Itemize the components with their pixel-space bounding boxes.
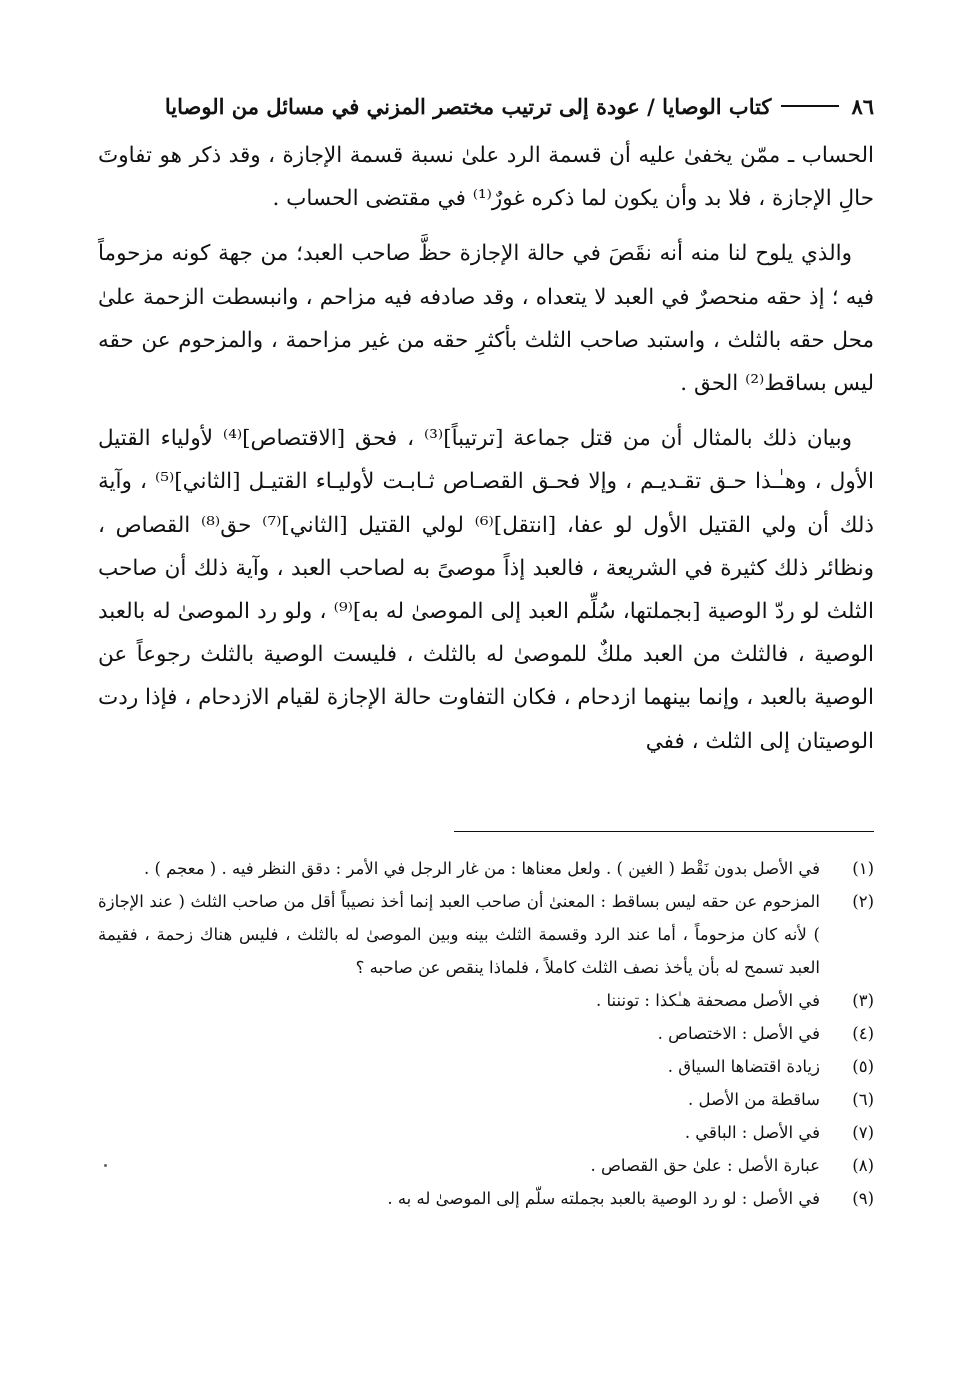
footnote-number: (٥): [852, 1057, 874, 1076]
paragraph-3: [98, 417, 874, 763]
footnote: [98, 852, 874, 885]
footnote: [98, 1083, 874, 1116]
page-header: [98, 88, 874, 124]
footnote-number: (٣): [852, 991, 874, 1010]
footnote-number: (١): [852, 859, 874, 878]
footnote-text: ساقطة من الأصل .: [688, 1090, 820, 1109]
paragraph-text: الحساب ـ ممّن يخفىٰ عليه أن قسمة الرد علىٰ نسبة قسمة الإجازة ، وقد ذكر هو تفاوتَ حالِ الإجازة ، فلا بد وأن يكون لما ذكره غورٌ⁽¹⁾ في مقتضى الحساب .: [98, 143, 874, 212]
paragraph-2: [98, 232, 874, 405]
footnote-text: في الأصل مصحفة هـٰكذا : تونننا .: [596, 991, 820, 1010]
footnote-number: (٦): [852, 1090, 874, 1109]
footnotes: [98, 852, 874, 1215]
footnote-number: (٧): [852, 1123, 874, 1142]
footnote: [98, 1182, 874, 1215]
footnote-text: في الأصل : لو رد الوصية بالعبد بجملته سلّم إلى الموصىٰ له به .: [387, 1189, 820, 1208]
footnote-text: في الأصل بدون نَقْط ( الغين ) . ولعل معناها : من غار الرجل في الأمر : دقق النظر فيه . ( معجم ) .: [143, 859, 820, 878]
footnote: [98, 885, 874, 984]
paragraph-text: وبيان ذلك بالمثال أن من قتل جماعة [ترتيباً]⁽³⁾ ، فحق [الاقتصاص]⁽⁴⁾ لأولياء القتيل الأول ، وهـٰـذا حـق تقـديـم ، وإلا فحـق القصـاص ثـابـت لأوليـاء القتيـل [الثاني]⁽⁵⁾ ، وآية ذلك أن ولي القتيل الأول لو عفا، [انتقل]⁽⁶⁾ لولي القتيل [الثاني]⁽⁷⁾ حق⁽⁸⁾ القصاص ، ونظائر ذلك كثيرة في الشريعة ، فالعبد إذاً موصىً به لصاحب العبد ، وآية ذلك أن صاحب الثلث لو ردّ الوصية [بجملتها، سُلِّم العبد إلى الموصىٰ له به]⁽⁹⁾ ، ولو رد الموصىٰ له بالعبد الوصية ، فالثلث من العبد ملكٌ للموصىٰ له بالثلث ، فليست الوصية بالثلث رجوعاً عن الوصية بالعبد ، وإنما بينهما ازدحام ، فكان التفاوت حالة الإجازة لقيام الازدحام ، فإذا ردت الوصيتان إلى الثلث ، ففي: [98, 426, 875, 754]
footnote-number: (٨): [852, 1156, 874, 1175]
footnote: [98, 1017, 874, 1050]
footnote-text: في الأصل : الاختصاص .: [657, 1024, 820, 1043]
running-title: كتاب الوصايا / عودة إلى ترتيب مختصر المزني في مسائل من الوصايا: [164, 93, 772, 119]
footnote-number: (٢): [852, 892, 874, 911]
footnote: [98, 1116, 874, 1149]
header-rule: [781, 105, 839, 107]
footnote-text: زيادة اقتضاها السياق .: [667, 1057, 820, 1076]
footnote-number: (٩): [852, 1189, 874, 1208]
footnote: [98, 984, 874, 1017]
footnote-text: المزحوم عن حقه ليس بساقط : المعنىٰ أن صاحب العبد إنما أخذ نصيباً أقل من صاحب الثلث ( عند الإجازة ) لأنه كان مزحوماً ، أما عند الرد وقسمة الثلث بينه وبين الموصىٰ له بالثلث ، فليس هناك زحمة ، فقيمة العبد تسمح له بأن يأخذ نصف الثلث كاملاً ، فلماذا ينقص عن صاحبه ؟: [98, 892, 820, 977]
page-number: ٨٦: [851, 93, 874, 119]
footnote: [98, 1149, 874, 1182]
footnote-text: في الأصل : الباقي .: [684, 1123, 820, 1142]
scan-speck: [104, 1164, 107, 1167]
paragraph-text: والذي يلوح لنا منه أنه نقَصَ في حالة الإجازة حظَّ صاحب العبد؛ من جهة كونه مزحوماً فيه ؛ إذ حقه منحصرٌ في العبد لا يتعداه ، وقد صادفه فيه مزاحم ، وانبسطت الزحمة علىٰ محل حقه بالثلث ، واستبد صاحب الثلث بأكثرِ حقه من غير مزاحمة ، والمزحوم عن حقه ليس بساقط⁽²⁾ الحق .: [98, 241, 874, 397]
footnote-number: (٤): [852, 1024, 874, 1043]
footnote-divider: [454, 831, 874, 832]
footnote: [98, 1050, 874, 1083]
paragraph-1: [98, 134, 874, 220]
footnote-text: عبارة الأصل : علىٰ حق القصاص .: [590, 1156, 820, 1175]
main-text: [98, 134, 874, 775]
